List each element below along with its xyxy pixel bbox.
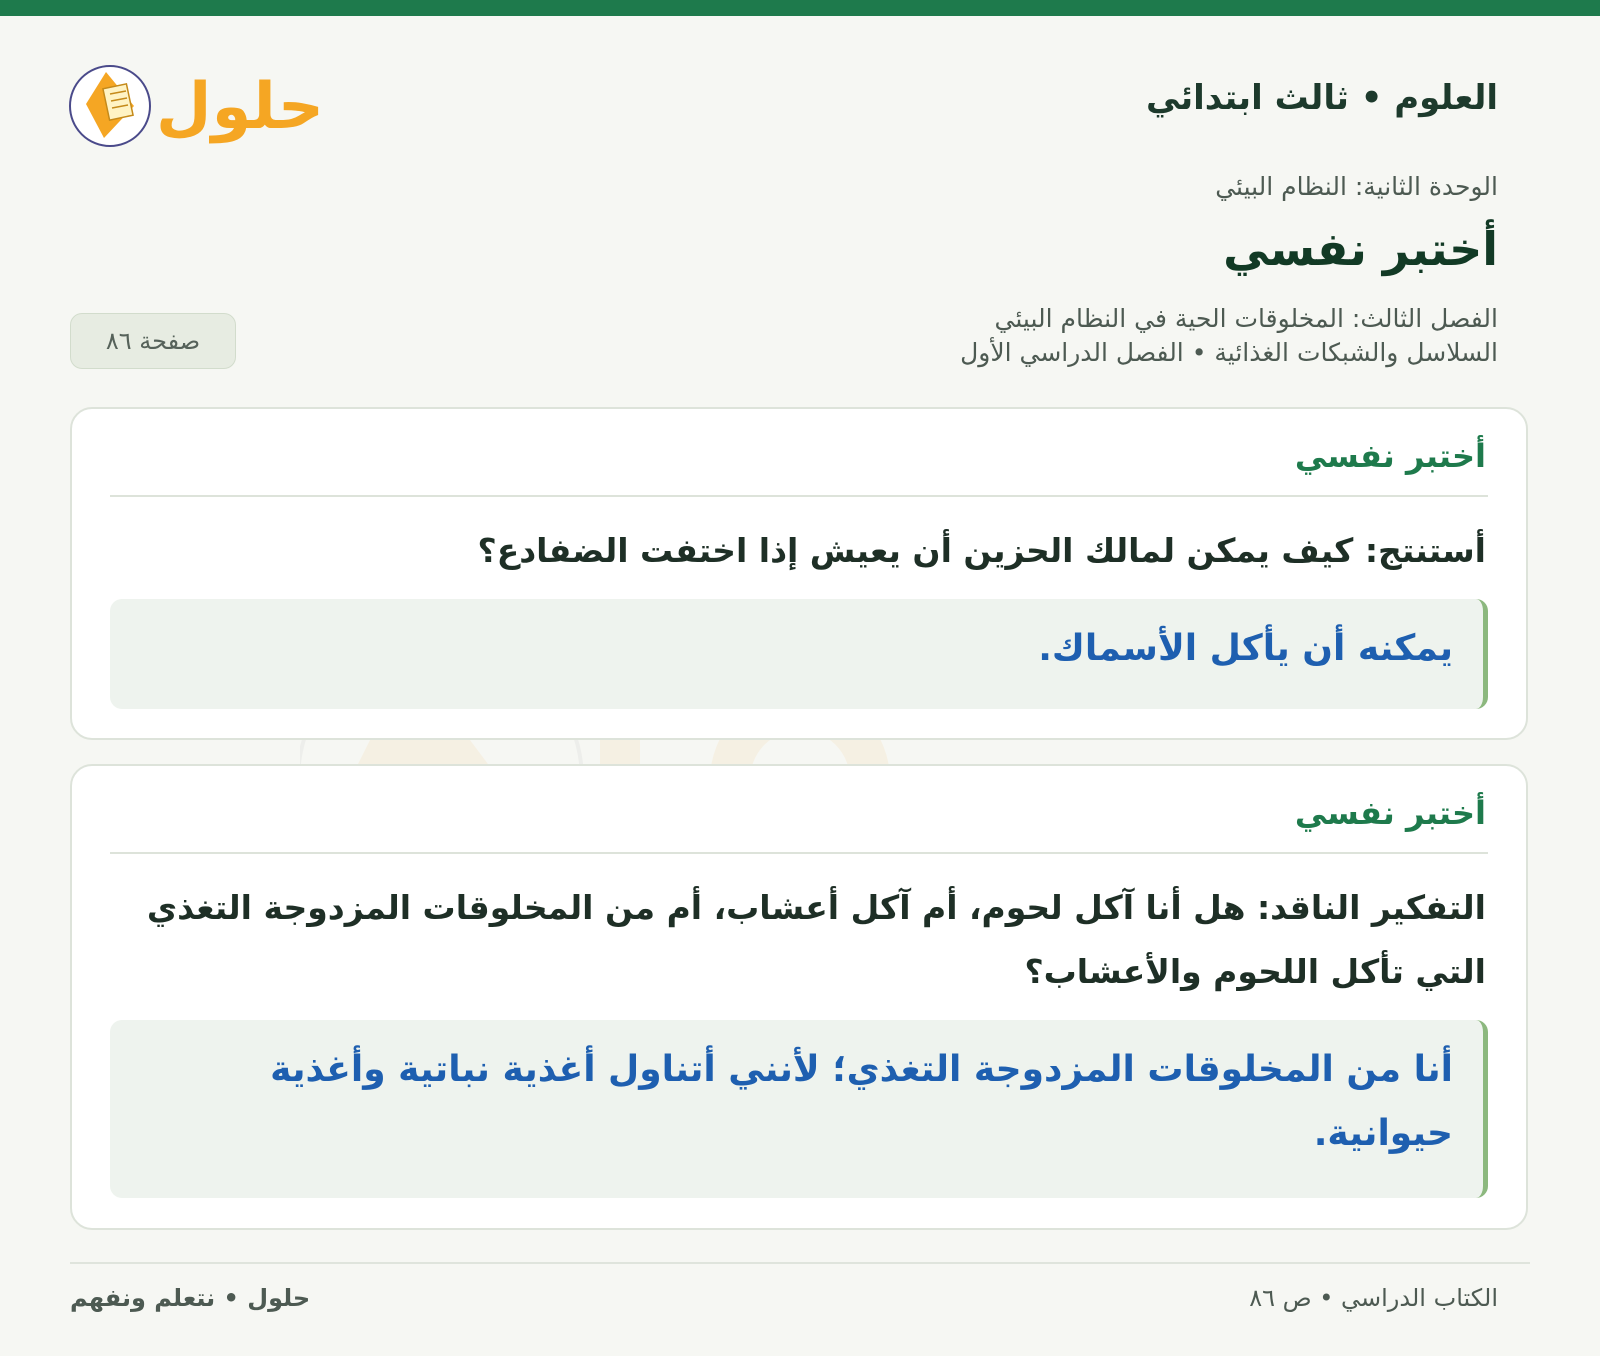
card-divider — [110, 495, 1488, 497]
course-title: العلوم • ثالث ابتدائي — [1145, 78, 1498, 118]
answer-box: يمكنه أن يأكل الأسماك. — [110, 599, 1488, 709]
card-divider — [110, 852, 1488, 854]
footer-book-ref: الكتاب الدراسي • ص ٨٦ — [1249, 1284, 1498, 1312]
question-card — [70, 764, 1528, 1230]
unit-label: الوحدة الثانية: النظام البيئي — [1215, 172, 1498, 201]
top-accent-bar — [0, 0, 1600, 16]
card-heading: أختبر نفسي — [1294, 794, 1486, 832]
hulul-logo — [68, 46, 328, 154]
chapter-info — [960, 302, 1498, 370]
question-text: أستنتج: كيف يمكن لمالك الحزين أن يعيش إذا اختفت الضفادع؟ — [477, 531, 1486, 570]
page-badge: صفحة ٨٦ — [70, 313, 236, 369]
footer-divider — [70, 1262, 1530, 1264]
answer-box: أنا من المخلوقات المزدوجة التغذي؛ لأنني أتناول أغذية نباتية وأغذية حيوانية. — [110, 1020, 1488, 1198]
logo-text: حلول — [156, 70, 324, 144]
chapter-line-2: السلاسل والشبكات الغذائية • الفصل الدراسي الأول — [960, 338, 1498, 367]
footer-brand: حلول • نتعلم ونفهم — [70, 1284, 311, 1312]
page-title: أختبر نفسي — [1223, 222, 1498, 276]
question-card — [70, 407, 1528, 740]
question-text: التفكير الناقد: هل أنا آكل لحوم، أم آكل أعشاب، أم من المخلوقات المزدوجة التغذي التي تأكل اللحوم والأعشاب؟ — [146, 888, 1486, 991]
card-heading: أختبر نفسي — [1294, 437, 1486, 475]
chapter-line-1: الفصل الثالث: المخلوقات الحية في النظام البيئي — [994, 304, 1498, 333]
